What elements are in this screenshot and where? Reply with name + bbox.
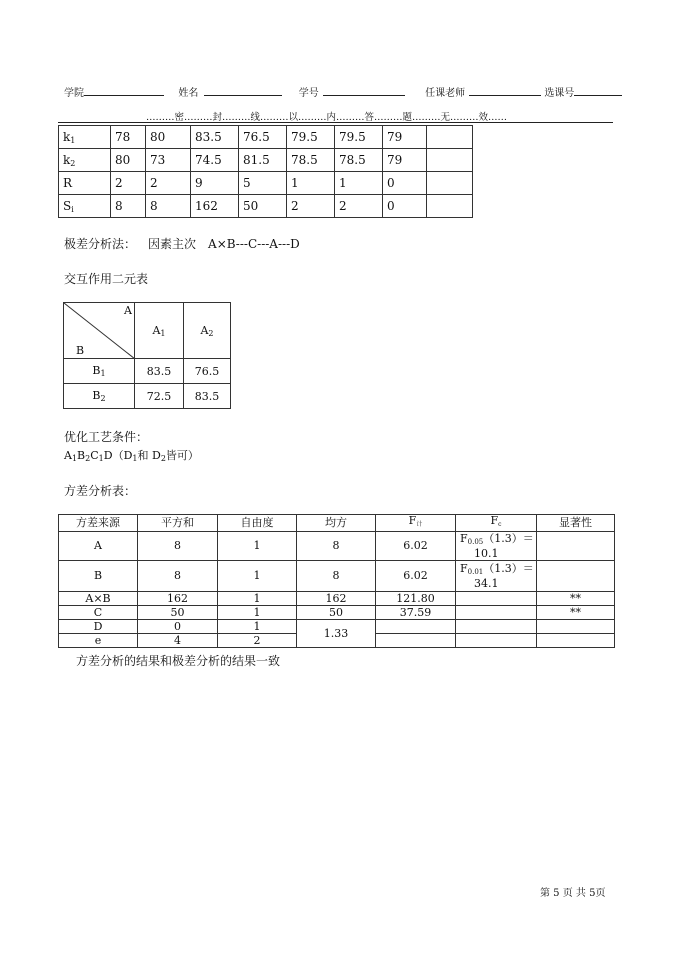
cell: 2 [287,195,335,218]
col-header-a2: $A_2$ [184,303,231,359]
cell: 8 [111,195,146,218]
anova-row-b [59,561,615,592]
cell: 0 [383,195,427,218]
cell: 79 [383,149,427,172]
name-field[interactable] [204,85,282,96]
cell: 83.5 [135,359,184,384]
range-row-r [59,172,473,195]
row-label: $S_i$ [59,195,111,218]
course-field[interactable] [574,85,622,96]
cell: A [59,532,138,561]
cell: 2 [111,172,146,195]
header-significance: 显著性 [537,515,615,532]
cell: 9 [191,172,239,195]
range-table [58,125,473,218]
name-label: 姓名 [178,88,199,99]
cell [376,620,456,634]
cell: ** [537,606,615,620]
cell: 8 [297,532,376,561]
cell: e [59,634,138,648]
cell: 4 [138,634,218,648]
optimal-title: 优化工艺条件： [64,430,149,444]
cell: 80 [146,126,191,149]
cell: 50 [138,606,218,620]
header-df: 自由度 [218,515,297,532]
header-ss: 平方和 [138,515,218,532]
col-header-a1: $A_1$ [135,303,184,359]
cell: 74.5 [191,149,239,172]
cell: 2 [146,172,191,195]
cell: 5 [239,172,287,195]
cell: 6.02 [376,532,456,561]
corner-top-label: A [124,304,132,317]
cell: D [59,620,138,634]
cell: 50 [239,195,287,218]
empty-cell [427,149,473,172]
factor-order-label: 因素主次 [148,237,197,251]
header-f-calc: $F_计$ [376,515,456,532]
header-ms: 均方 [297,515,376,532]
anova-row-d [59,620,615,634]
interaction-table [63,302,231,409]
cell [456,606,537,620]
cell: 1 [218,620,297,634]
cell: 2 [335,195,383,218]
college-field[interactable] [84,85,164,96]
cell: 72.5 [135,384,184,409]
cell: 79.5 [335,126,383,149]
seal-line [58,122,613,123]
cell: 8 [138,561,218,592]
teacher-field[interactable] [469,85,541,96]
range-row-si [59,195,473,218]
cell: 1 [218,532,297,561]
cell: 78.5 [287,149,335,172]
anova-table [58,514,615,648]
cell: 1 [287,172,335,195]
cell: 76.5 [239,126,287,149]
anova-row-axb [59,592,615,606]
cell: 78.5 [335,149,383,172]
range-row-k2 [59,149,473,172]
cell: 8 [146,195,191,218]
cell [456,620,537,634]
cell: 8 [297,561,376,592]
cell: 78 [111,126,146,149]
cell: 79 [383,126,427,149]
row-header-b2: $B_2$ [64,384,135,409]
seal-line-text: ………密………封………线………以………内………答………题………无………效…… [146,112,508,123]
cell: 8 [138,532,218,561]
id-label: 学号 [298,88,319,99]
f-crit-cell: $F_{0.01}(1.3)=$ 34.1 [456,561,537,592]
cell: 37.59 [376,606,456,620]
cell: C [59,606,138,620]
cell: 121.80 [376,592,456,606]
anova-conclusion: 方差分析的结果和极差分析的结果一致 [76,654,281,668]
page-number: 第 5 页 共 5页 [540,888,606,899]
interaction-title: 交互作用二元表 [64,272,149,286]
empty-cell [427,195,473,218]
id-field[interactable] [323,85,405,96]
corner-bottom-label: B [76,344,85,357]
anova-title: 方差分析表： [64,484,137,498]
row-label: R [59,172,111,195]
cell: 50 [297,606,376,620]
cell: 1 [218,561,297,592]
cell: 76.5 [184,359,231,384]
empty-cell [427,126,473,149]
cell: 73 [146,149,191,172]
cell: 80 [111,149,146,172]
cell [537,620,615,634]
header-f-crit: $F_c$ [456,515,537,532]
cell [537,561,615,592]
cell [537,532,615,561]
cell: 2 [218,634,297,648]
f-crit-cell: $F_{0.05}(1.3)=$ 10.1 [456,532,537,561]
cell: 0 [383,172,427,195]
cell [537,634,615,648]
cell: 162 [297,592,376,606]
teacher-label: 任课老师 [425,88,466,99]
cell: A×B [59,592,138,606]
merged-ms-cell: 1.33 [297,620,376,648]
range-analysis-line [64,235,300,252]
empty-cell [427,172,473,195]
cell: 83.5 [184,384,231,409]
cell [456,592,537,606]
cell: 1 [218,592,297,606]
cell: 1 [218,606,297,620]
cell: ** [537,592,615,606]
row-label: $k_2$ [59,149,111,172]
cell: 162 [191,195,239,218]
range-row-k1 [59,126,473,149]
diagonal-header-cell [64,303,135,359]
cell: B [59,561,138,592]
anova-header-row [59,515,615,532]
range-analysis-label: 极差分析法： [64,237,137,251]
anova-row-a [59,532,615,561]
exam-header [64,84,622,99]
factor-order: A×B---C---A---D [208,237,300,251]
header-source: 方差来源 [59,515,138,532]
cell [376,634,456,648]
optimal-conditions: $A_1B_2C_1D(D_1$和 $D_2$皆可） [64,449,199,463]
cell: 0 [138,620,218,634]
row-header-b1: $B_1$ [64,359,135,384]
cell: 81.5 [239,149,287,172]
cell: 162 [138,592,218,606]
cell [456,634,537,648]
course-label: 选课号 [544,88,575,99]
cell: 6.02 [376,561,456,592]
row-label: $k_1$ [59,126,111,149]
cell: 83.5 [191,126,239,149]
cell: 1 [335,172,383,195]
anova-row-c [59,606,615,620]
cell: 79.5 [287,126,335,149]
college-label: 学院 [64,88,84,99]
